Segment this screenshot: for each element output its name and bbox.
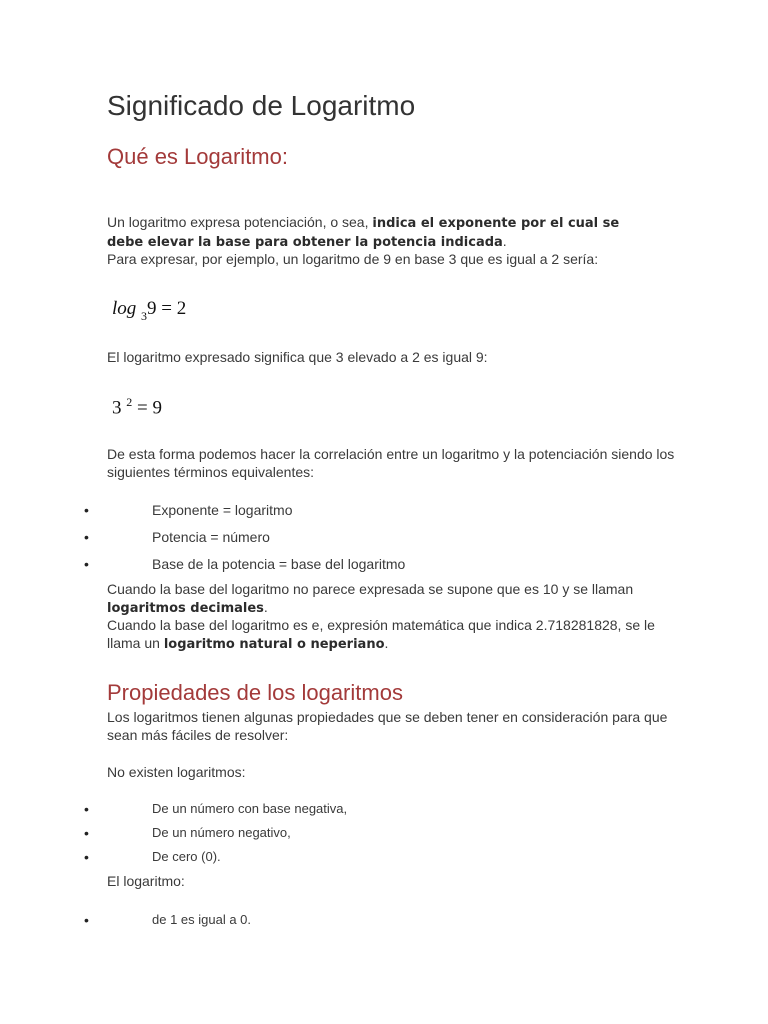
bullet-icon: • bbox=[84, 529, 89, 545]
decimal-suffix: . bbox=[263, 598, 268, 615]
bullet-icon: • bbox=[84, 556, 89, 572]
formula-log-word: log bbox=[112, 298, 137, 319]
list-item: de 1 es igual a 0. bbox=[152, 912, 252, 927]
natural-prefix: Cuando la base del logaritmo es e, expresión matemática que indica 2.718281828, se le llama un bbox=[107, 617, 655, 651]
list-item: Base de la potencia = base del logaritmo bbox=[152, 556, 406, 572]
list-item: De cero (0). bbox=[152, 849, 221, 864]
formula-log-base: 3 bbox=[141, 308, 148, 323]
natural-suffix: . bbox=[384, 634, 389, 651]
intro-paragraph bbox=[107, 214, 677, 269]
formula-power bbox=[112, 395, 162, 419]
example-text: Para expresar, por ejemplo, un logaritmo de 9 en base 3 que es igual a 2 sería: bbox=[107, 251, 599, 267]
correlation-paragraph: De esta forma podemos hacer la correlación entre un logaritmo y la potenciación siendo los siguientes términos equivalentes: bbox=[107, 446, 675, 480]
section-heading-propiedades: Propiedades de los logaritmos bbox=[107, 680, 403, 705]
formula-log-rest: 9 = 2 bbox=[147, 298, 187, 319]
formula-logarithm bbox=[112, 298, 186, 323]
page-title: Significado de Logaritmo bbox=[107, 90, 416, 121]
decimal-prefix: Cuando la base del logaritmo no parece expresada se supone que es 10 y se llaman bbox=[107, 581, 634, 597]
decimal-bold: logaritmos decimales bbox=[107, 600, 264, 616]
no-exist-label: No existen logaritmos: bbox=[107, 764, 246, 780]
logarithm-label: El logaritmo: bbox=[107, 873, 185, 889]
formula-power-rest: = 9 bbox=[137, 397, 162, 419]
list-item: Potencia = número bbox=[152, 529, 270, 545]
bullet-icon: • bbox=[84, 801, 89, 817]
section-heading-que-es: Qué es Logaritmo: bbox=[107, 144, 288, 169]
formula-power-base: 3 bbox=[112, 397, 122, 419]
bullet-icon: • bbox=[84, 849, 89, 865]
bullet-icon: • bbox=[84, 825, 89, 841]
intro-bold-line2: debe elevar la base para obtener la potencia indicada bbox=[107, 234, 503, 250]
natural-bold: logaritmo natural o neperiano bbox=[163, 636, 385, 652]
list-item: Exponente = logaritmo bbox=[152, 502, 293, 518]
meaning-paragraph: El logaritmo expresado significa que 3 elevado a 2 es igual 9: bbox=[107, 349, 488, 365]
base-paragraph bbox=[107, 581, 677, 653]
properties-paragraph: Los logaritmos tienen algunas propiedades que se deben tener en consideración para que sean más fáciles de resolver: bbox=[107, 709, 668, 743]
bullet-icon: • bbox=[84, 502, 89, 518]
formula-power-exponent: 2 bbox=[126, 395, 133, 409]
intro-suffix: . bbox=[502, 232, 507, 249]
intro-bold-line1: indica el exponente por el cual se bbox=[372, 216, 620, 231]
intro-prefix: Un logaritmo expresa potenciación, o sea, bbox=[107, 214, 373, 230]
bullet-icon: • bbox=[84, 912, 89, 928]
list-item: De un número negativo, bbox=[152, 825, 291, 840]
list-item: De un número con base negativa, bbox=[152, 801, 348, 816]
